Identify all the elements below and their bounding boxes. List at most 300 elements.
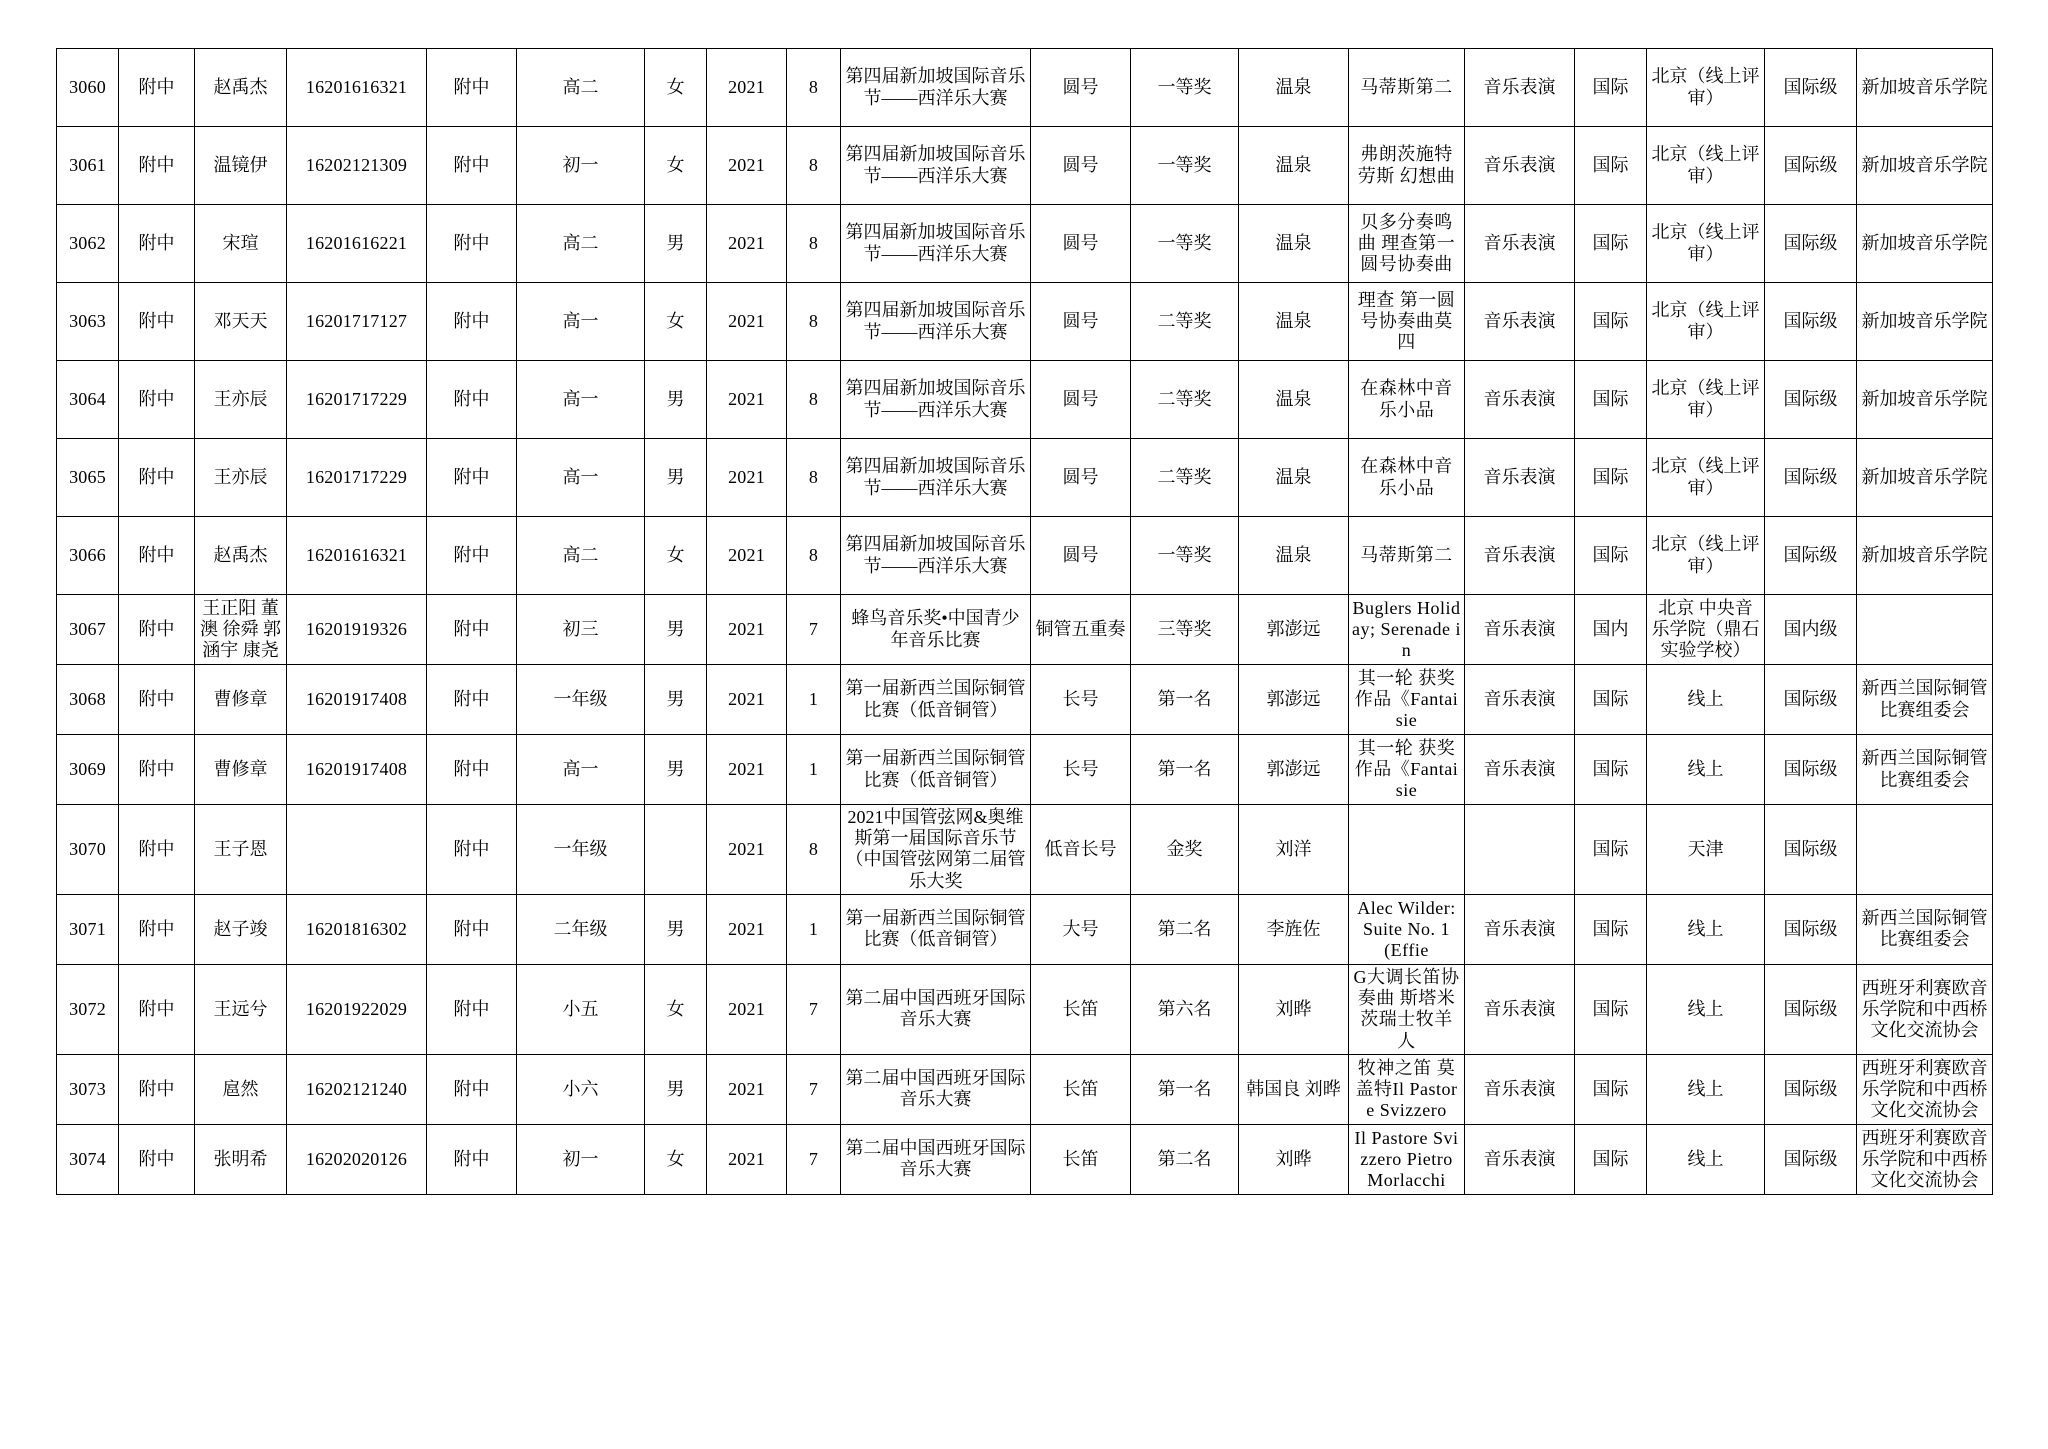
cell-year: 2021 xyxy=(707,894,787,964)
cell-name: 王正阳 董澳 徐舜 郭涵宇 康尧 xyxy=(195,595,287,665)
cell-grade: 高一 xyxy=(517,283,645,361)
cell-dept: 附中 xyxy=(427,517,517,595)
cell-scope: 国际 xyxy=(1575,127,1647,205)
cell-name: 邓天天 xyxy=(195,283,287,361)
cell-item: 长笛 xyxy=(1031,1124,1131,1194)
cell-item: 圆号 xyxy=(1031,205,1131,283)
cell-grade: 小五 xyxy=(517,964,645,1054)
cell-gender: 女 xyxy=(645,127,707,205)
cell-organizer: 西班牙利赛欧音乐学院和中西桥文化交流协会 xyxy=(1857,964,1993,1054)
cell-unit: 附中 xyxy=(119,964,195,1054)
cell-contest: 第四届新加坡国际音乐节——西洋乐大赛 xyxy=(841,361,1031,439)
cell-teacher: 刘晔 xyxy=(1239,964,1349,1054)
cell-place: 线上 xyxy=(1647,964,1765,1054)
cell-name: 赵禹杰 xyxy=(195,49,287,127)
cell-place: 天津 xyxy=(1647,805,1765,895)
cell-teacher: 韩国良 刘晔 xyxy=(1239,1054,1349,1124)
cell-year: 2021 xyxy=(707,283,787,361)
cell-piece: Il Pastore Svizzero Pietro Morlacchi xyxy=(1349,1124,1465,1194)
cell-piece: 贝多分奏鸣曲 理查第一圆号协奏曲 xyxy=(1349,205,1465,283)
cell-piece: 牧神之笛 莫盖特Il Pastore Svizzero xyxy=(1349,1054,1465,1124)
cell-month: 8 xyxy=(787,49,841,127)
cell-student-id: 16201917408 xyxy=(287,735,427,805)
cell-unit: 附中 xyxy=(119,517,195,595)
cell-unit: 附中 xyxy=(119,805,195,895)
cell-level: 国内级 xyxy=(1765,595,1857,665)
cell-piece xyxy=(1349,805,1465,895)
cell-teacher: 郭澎远 xyxy=(1239,735,1349,805)
cell-gender: 女 xyxy=(645,49,707,127)
cell-grade: 高二 xyxy=(517,49,645,127)
cell-unit: 附中 xyxy=(119,735,195,805)
cell-item: 圆号 xyxy=(1031,127,1131,205)
cell-grade: 初一 xyxy=(517,127,645,205)
cell-piece: 在森林中音乐小品 xyxy=(1349,439,1465,517)
cell-contest: 第四届新加坡国际音乐节——西洋乐大赛 xyxy=(841,283,1031,361)
cell-gender: 男 xyxy=(645,361,707,439)
cell-contest: 第一届新西兰国际铜管比赛（低音铜管） xyxy=(841,665,1031,735)
cell-item: 圆号 xyxy=(1031,283,1131,361)
cell-contest: 第四届新加坡国际音乐节——西洋乐大赛 xyxy=(841,517,1031,595)
cell-grade: 初三 xyxy=(517,595,645,665)
cell-scope: 国际 xyxy=(1575,964,1647,1054)
table-row xyxy=(57,805,1993,895)
cell-prize: 一等奖 xyxy=(1131,517,1239,595)
cell-gender: 男 xyxy=(645,894,707,964)
cell-prize: 金奖 xyxy=(1131,805,1239,895)
cell-organizer: 新加坡音乐学院 xyxy=(1857,439,1993,517)
cell-year: 2021 xyxy=(707,49,787,127)
cell-seq: 3061 xyxy=(57,127,119,205)
cell-contest: 第二届中国西班牙国际音乐大赛 xyxy=(841,964,1031,1054)
cell-category: 音乐表演 xyxy=(1465,1124,1575,1194)
table-row xyxy=(57,127,1993,205)
cell-seq: 3068 xyxy=(57,665,119,735)
cell-category: 音乐表演 xyxy=(1465,127,1575,205)
cell-name: 王远兮 xyxy=(195,964,287,1054)
cell-grade: 小六 xyxy=(517,1054,645,1124)
cell-teacher: 温泉 xyxy=(1239,49,1349,127)
cell-prize: 第二名 xyxy=(1131,1124,1239,1194)
cell-grade: 初一 xyxy=(517,1124,645,1194)
cell-month: 8 xyxy=(787,439,841,517)
cell-year: 2021 xyxy=(707,205,787,283)
cell-year: 2021 xyxy=(707,665,787,735)
cell-level: 国际级 xyxy=(1765,439,1857,517)
cell-seq: 3072 xyxy=(57,964,119,1054)
cell-scope: 国际 xyxy=(1575,205,1647,283)
cell-year: 2021 xyxy=(707,517,787,595)
cell-prize: 第六名 xyxy=(1131,964,1239,1054)
cell-month: 8 xyxy=(787,517,841,595)
cell-prize: 一等奖 xyxy=(1131,127,1239,205)
cell-seq: 3063 xyxy=(57,283,119,361)
cell-month: 1 xyxy=(787,665,841,735)
cell-item: 长号 xyxy=(1031,735,1131,805)
cell-category: 音乐表演 xyxy=(1465,439,1575,517)
cell-level: 国际级 xyxy=(1765,1124,1857,1194)
cell-category: 音乐表演 xyxy=(1465,964,1575,1054)
cell-name: 王亦辰 xyxy=(195,361,287,439)
cell-seq: 3073 xyxy=(57,1054,119,1124)
cell-scope: 国际 xyxy=(1575,735,1647,805)
cell-place: 北京 中央音乐学院（鼎石实验学校） xyxy=(1647,595,1765,665)
cell-dept: 附中 xyxy=(427,964,517,1054)
table-row xyxy=(57,49,1993,127)
cell-dept: 附中 xyxy=(427,894,517,964)
cell-level: 国际级 xyxy=(1765,49,1857,127)
cell-name: 扈然 xyxy=(195,1054,287,1124)
cell-place: 线上 xyxy=(1647,894,1765,964)
cell-piece: 其一轮 获奖作品《Fantaisie xyxy=(1349,735,1465,805)
cell-level: 国际级 xyxy=(1765,735,1857,805)
cell-teacher: 温泉 xyxy=(1239,127,1349,205)
cell-place: 北京（线上评审） xyxy=(1647,439,1765,517)
cell-category xyxy=(1465,805,1575,895)
cell-prize: 第二名 xyxy=(1131,894,1239,964)
cell-teacher: 温泉 xyxy=(1239,283,1349,361)
cell-organizer xyxy=(1857,595,1993,665)
cell-seq: 3065 xyxy=(57,439,119,517)
cell-prize: 第一名 xyxy=(1131,735,1239,805)
cell-gender: 女 xyxy=(645,517,707,595)
cell-place: 线上 xyxy=(1647,1124,1765,1194)
cell-item: 长笛 xyxy=(1031,1054,1131,1124)
cell-place: 线上 xyxy=(1647,1054,1765,1124)
cell-dept: 附中 xyxy=(427,49,517,127)
cell-category: 音乐表演 xyxy=(1465,517,1575,595)
cell-item: 铜管五重奏 xyxy=(1031,595,1131,665)
cell-seq: 3069 xyxy=(57,735,119,805)
cell-dept: 附中 xyxy=(427,665,517,735)
cell-dept: 附中 xyxy=(427,1054,517,1124)
cell-prize: 一等奖 xyxy=(1131,205,1239,283)
cell-gender: 女 xyxy=(645,1124,707,1194)
cell-unit: 附中 xyxy=(119,1054,195,1124)
cell-unit: 附中 xyxy=(119,127,195,205)
cell-category: 音乐表演 xyxy=(1465,1054,1575,1124)
cell-item: 圆号 xyxy=(1031,361,1131,439)
cell-month: 1 xyxy=(787,894,841,964)
table-row xyxy=(57,894,1993,964)
cell-level: 国际级 xyxy=(1765,361,1857,439)
cell-gender: 女 xyxy=(645,964,707,1054)
cell-gender: 男 xyxy=(645,735,707,805)
cell-year: 2021 xyxy=(707,1054,787,1124)
cell-organizer: 新加坡音乐学院 xyxy=(1857,49,1993,127)
cell-organizer: 新加坡音乐学院 xyxy=(1857,283,1993,361)
cell-unit: 附中 xyxy=(119,665,195,735)
cell-place: 北京（线上评审） xyxy=(1647,517,1765,595)
cell-prize: 二等奖 xyxy=(1131,283,1239,361)
cell-teacher: 温泉 xyxy=(1239,205,1349,283)
cell-organizer: 新西兰国际铜管比赛组委会 xyxy=(1857,665,1993,735)
cell-student-id: 16201616321 xyxy=(287,517,427,595)
cell-contest: 第四届新加坡国际音乐节——西洋乐大赛 xyxy=(841,127,1031,205)
cell-contest: 2021中国管弦网&奥维斯第一届国际音乐节（中国管弦网第二届管乐大奖 xyxy=(841,805,1031,895)
cell-student-id: 16201717229 xyxy=(287,439,427,517)
cell-month: 8 xyxy=(787,205,841,283)
cell-dept: 附中 xyxy=(427,735,517,805)
cell-dept: 附中 xyxy=(427,205,517,283)
cell-student-id: 16201616221 xyxy=(287,205,427,283)
cell-dept: 附中 xyxy=(427,439,517,517)
cell-month: 7 xyxy=(787,1124,841,1194)
cell-teacher: 温泉 xyxy=(1239,439,1349,517)
cell-prize: 三等奖 xyxy=(1131,595,1239,665)
cell-month: 8 xyxy=(787,805,841,895)
cell-scope: 国际 xyxy=(1575,283,1647,361)
cell-grade: 高一 xyxy=(517,735,645,805)
cell-item: 圆号 xyxy=(1031,439,1131,517)
cell-student-id: 16201717229 xyxy=(287,361,427,439)
cell-name: 曹修章 xyxy=(195,665,287,735)
cell-student-id: 16201917408 xyxy=(287,665,427,735)
cell-scope: 国际 xyxy=(1575,1124,1647,1194)
cell-scope: 国际 xyxy=(1575,665,1647,735)
cell-student-id: 16202121240 xyxy=(287,1054,427,1124)
table-row xyxy=(57,517,1993,595)
cell-seq: 3062 xyxy=(57,205,119,283)
cell-month: 7 xyxy=(787,595,841,665)
cell-scope: 国际 xyxy=(1575,517,1647,595)
cell-year: 2021 xyxy=(707,439,787,517)
cell-grade: 二年级 xyxy=(517,894,645,964)
cell-seq: 3074 xyxy=(57,1124,119,1194)
cell-gender: 男 xyxy=(645,439,707,517)
cell-category: 音乐表演 xyxy=(1465,49,1575,127)
cell-unit: 附中 xyxy=(119,283,195,361)
cell-prize: 二等奖 xyxy=(1131,439,1239,517)
cell-unit: 附中 xyxy=(119,361,195,439)
cell-category: 音乐表演 xyxy=(1465,595,1575,665)
cell-item: 大号 xyxy=(1031,894,1131,964)
table-row xyxy=(57,439,1993,517)
cell-teacher: 郭澎远 xyxy=(1239,665,1349,735)
cell-year: 2021 xyxy=(707,1124,787,1194)
cell-place: 北京（线上评审） xyxy=(1647,127,1765,205)
cell-gender: 男 xyxy=(645,205,707,283)
cell-contest: 第一届新西兰国际铜管比赛（低音铜管） xyxy=(841,735,1031,805)
cell-level: 国际级 xyxy=(1765,665,1857,735)
cell-category: 音乐表演 xyxy=(1465,665,1575,735)
cell-teacher: 刘晔 xyxy=(1239,1124,1349,1194)
cell-unit: 附中 xyxy=(119,205,195,283)
cell-level: 国际级 xyxy=(1765,1054,1857,1124)
cell-prize: 第一名 xyxy=(1131,1054,1239,1124)
cell-organizer: 新加坡音乐学院 xyxy=(1857,361,1993,439)
cell-grade: 高二 xyxy=(517,517,645,595)
cell-contest: 第二届中国西班牙国际音乐大赛 xyxy=(841,1124,1031,1194)
cell-student-id: 16202121309 xyxy=(287,127,427,205)
cell-month: 8 xyxy=(787,283,841,361)
cell-contest: 第一届新西兰国际铜管比赛（低音铜管） xyxy=(841,894,1031,964)
cell-teacher: 郭澎远 xyxy=(1239,595,1349,665)
cell-year: 2021 xyxy=(707,595,787,665)
cell-student-id: 16201816302 xyxy=(287,894,427,964)
cell-place: 线上 xyxy=(1647,735,1765,805)
cell-contest: 第四届新加坡国际音乐节——西洋乐大赛 xyxy=(841,205,1031,283)
cell-piece: 在森林中音乐小品 xyxy=(1349,361,1465,439)
cell-name: 曹修章 xyxy=(195,735,287,805)
cell-scope: 国内 xyxy=(1575,595,1647,665)
cell-gender: 男 xyxy=(645,595,707,665)
cell-scope: 国际 xyxy=(1575,805,1647,895)
cell-teacher: 温泉 xyxy=(1239,361,1349,439)
table-row xyxy=(57,361,1993,439)
table-row xyxy=(57,665,1993,735)
cell-student-id: 16201922029 xyxy=(287,964,427,1054)
cell-contest: 第四届新加坡国际音乐节——西洋乐大赛 xyxy=(841,439,1031,517)
cell-organizer: 新加坡音乐学院 xyxy=(1857,205,1993,283)
cell-gender xyxy=(645,805,707,895)
cell-student-id: 16202020126 xyxy=(287,1124,427,1194)
cell-teacher: 李旌佐 xyxy=(1239,894,1349,964)
table-row xyxy=(57,283,1993,361)
cell-organizer: 西班牙利赛欧音乐学院和中西桥文化交流协会 xyxy=(1857,1124,1993,1194)
cell-piece: 其一轮 获奖作品《Fantaisie xyxy=(1349,665,1465,735)
cell-contest: 第四届新加坡国际音乐节——西洋乐大赛 xyxy=(841,49,1031,127)
cell-name: 王子恩 xyxy=(195,805,287,895)
cell-level: 国际级 xyxy=(1765,517,1857,595)
cell-year: 2021 xyxy=(707,964,787,1054)
cell-piece: 马蒂斯第二 xyxy=(1349,49,1465,127)
cell-level: 国际级 xyxy=(1765,127,1857,205)
cell-unit: 附中 xyxy=(119,595,195,665)
cell-contest: 第二届中国西班牙国际音乐大赛 xyxy=(841,1054,1031,1124)
cell-unit: 附中 xyxy=(119,1124,195,1194)
cell-seq: 3067 xyxy=(57,595,119,665)
table-row xyxy=(57,964,1993,1054)
cell-dept: 附中 xyxy=(427,1124,517,1194)
cell-name: 王亦辰 xyxy=(195,439,287,517)
cell-piece: 弗朗茨施特劳斯 幻想曲 xyxy=(1349,127,1465,205)
cell-scope: 国际 xyxy=(1575,894,1647,964)
cell-grade: 一年级 xyxy=(517,665,645,735)
cell-student-id: 16201616321 xyxy=(287,49,427,127)
cell-organizer: 新西兰国际铜管比赛组委会 xyxy=(1857,894,1993,964)
cell-category: 音乐表演 xyxy=(1465,735,1575,805)
cell-organizer: 新西兰国际铜管比赛组委会 xyxy=(1857,735,1993,805)
table-row xyxy=(57,1054,1993,1124)
cell-category: 音乐表演 xyxy=(1465,205,1575,283)
cell-month: 8 xyxy=(787,127,841,205)
cell-grade: 一年级 xyxy=(517,805,645,895)
cell-unit: 附中 xyxy=(119,439,195,517)
cell-year: 2021 xyxy=(707,127,787,205)
cell-month: 8 xyxy=(787,361,841,439)
cell-year: 2021 xyxy=(707,361,787,439)
cell-student-id: 16201919326 xyxy=(287,595,427,665)
cell-piece: 马蒂斯第二 xyxy=(1349,517,1465,595)
cell-item: 圆号 xyxy=(1031,517,1131,595)
cell-grade: 高一 xyxy=(517,361,645,439)
cell-name: 赵禹杰 xyxy=(195,517,287,595)
cell-level: 国际级 xyxy=(1765,964,1857,1054)
cell-contest: 蜂鸟音乐奖•中国青少年音乐比赛 xyxy=(841,595,1031,665)
cell-name: 赵子竣 xyxy=(195,894,287,964)
award-records-table xyxy=(56,48,1993,1195)
cell-organizer xyxy=(1857,805,1993,895)
table-row xyxy=(57,735,1993,805)
table-body xyxy=(57,49,1993,1195)
cell-name: 宋瑄 xyxy=(195,205,287,283)
cell-prize: 一等奖 xyxy=(1131,49,1239,127)
cell-place: 北京（线上评审） xyxy=(1647,361,1765,439)
cell-student-id xyxy=(287,805,427,895)
cell-piece: 理查 第一圆号协奏曲莫四 xyxy=(1349,283,1465,361)
cell-category: 音乐表演 xyxy=(1465,894,1575,964)
cell-level: 国际级 xyxy=(1765,894,1857,964)
cell-name: 张明希 xyxy=(195,1124,287,1194)
cell-prize: 二等奖 xyxy=(1131,361,1239,439)
cell-month: 1 xyxy=(787,735,841,805)
cell-teacher: 温泉 xyxy=(1239,517,1349,595)
cell-student-id: 16201717127 xyxy=(287,283,427,361)
cell-level: 国际级 xyxy=(1765,805,1857,895)
cell-dept: 附中 xyxy=(427,361,517,439)
cell-level: 国际级 xyxy=(1765,283,1857,361)
cell-place: 北京（线上评审） xyxy=(1647,283,1765,361)
cell-item: 长号 xyxy=(1031,665,1131,735)
table-row xyxy=(57,205,1993,283)
cell-scope: 国际 xyxy=(1575,1054,1647,1124)
cell-year: 2021 xyxy=(707,735,787,805)
cell-scope: 国际 xyxy=(1575,361,1647,439)
cell-seq: 3071 xyxy=(57,894,119,964)
cell-unit: 附中 xyxy=(119,49,195,127)
cell-seq: 3064 xyxy=(57,361,119,439)
cell-place: 线上 xyxy=(1647,665,1765,735)
cell-organizer: 新加坡音乐学院 xyxy=(1857,517,1993,595)
cell-category: 音乐表演 xyxy=(1465,283,1575,361)
cell-item: 低音长号 xyxy=(1031,805,1131,895)
cell-piece: Buglers Holiday; Serenade in xyxy=(1349,595,1465,665)
cell-scope: 国际 xyxy=(1575,49,1647,127)
cell-organizer: 新加坡音乐学院 xyxy=(1857,127,1993,205)
cell-item: 圆号 xyxy=(1031,49,1131,127)
cell-name: 温镜伊 xyxy=(195,127,287,205)
cell-dept: 附中 xyxy=(427,595,517,665)
cell-organizer: 西班牙利赛欧音乐学院和中西桥文化交流协会 xyxy=(1857,1054,1993,1124)
cell-teacher: 刘洋 xyxy=(1239,805,1349,895)
cell-gender: 男 xyxy=(645,665,707,735)
cell-item: 长笛 xyxy=(1031,964,1131,1054)
cell-year: 2021 xyxy=(707,805,787,895)
cell-month: 7 xyxy=(787,1054,841,1124)
cell-dept: 附中 xyxy=(427,805,517,895)
cell-grade: 高二 xyxy=(517,205,645,283)
cell-month: 7 xyxy=(787,964,841,1054)
cell-seq: 3066 xyxy=(57,517,119,595)
cell-seq: 3070 xyxy=(57,805,119,895)
cell-unit: 附中 xyxy=(119,894,195,964)
table-row xyxy=(57,595,1993,665)
cell-gender: 男 xyxy=(645,1054,707,1124)
cell-gender: 女 xyxy=(645,283,707,361)
cell-piece: Alec Wilder: Suite No. 1 (Effie xyxy=(1349,894,1465,964)
cell-piece: G大调长笛协奏曲 斯塔米茨瑞士牧羊人 xyxy=(1349,964,1465,1054)
table-row xyxy=(57,1124,1993,1194)
cell-place: 北京（线上评审） xyxy=(1647,205,1765,283)
cell-dept: 附中 xyxy=(427,283,517,361)
cell-prize: 第一名 xyxy=(1131,665,1239,735)
cell-seq: 3060 xyxy=(57,49,119,127)
cell-place: 北京（线上评审） xyxy=(1647,49,1765,127)
cell-dept: 附中 xyxy=(427,127,517,205)
cell-grade: 高一 xyxy=(517,439,645,517)
cell-level: 国际级 xyxy=(1765,205,1857,283)
